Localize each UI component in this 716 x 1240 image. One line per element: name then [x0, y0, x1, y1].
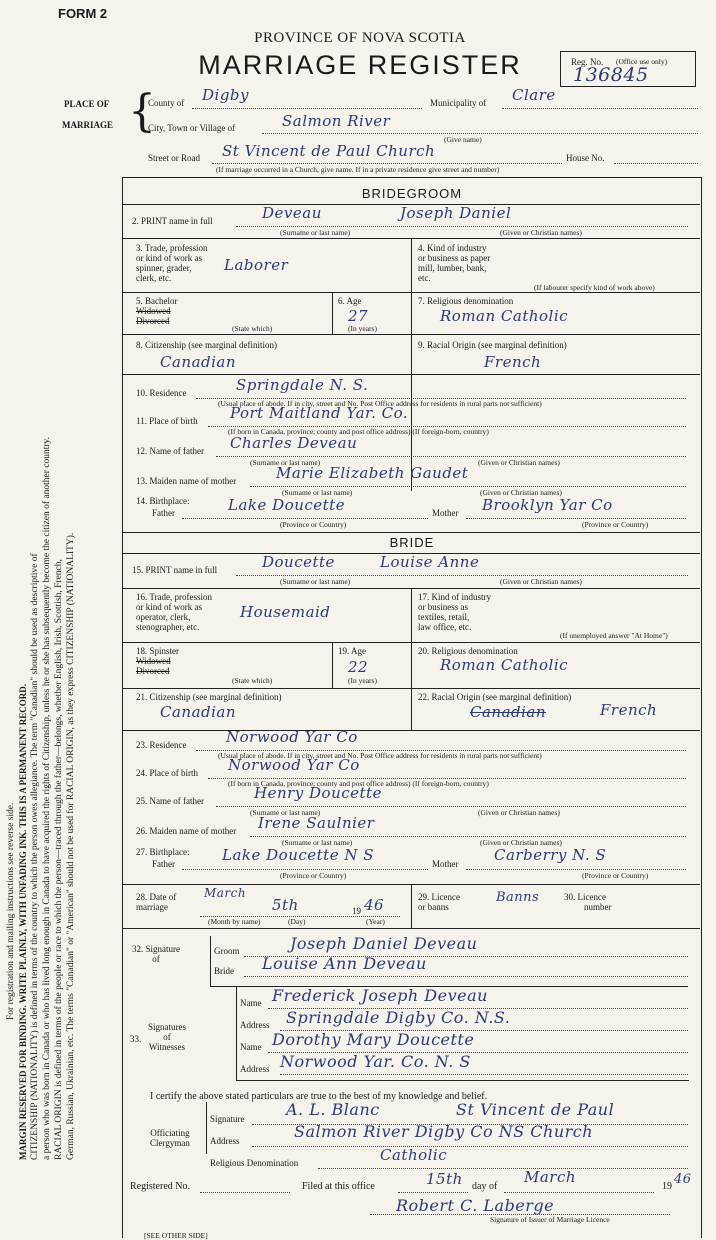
certify-text: I certify the above stated particulars are true to the best of my knowledge and belief.: [150, 1091, 488, 1102]
groom-racial: French: [484, 353, 542, 371]
groom-citizenship: Canadian: [160, 353, 237, 371]
w2-name: Dorothy Mary Doucette: [272, 1030, 475, 1049]
marriage-month: March: [204, 886, 247, 900]
groom-residence-caption: (Usual place of abode. If in city, street and No. Post Office address for residents in rural parts not sufficient): [218, 399, 542, 408]
margin-line-5: RACIAL ORIGIN is defined in terms of the people or race to which the person—traced through the father—belongs, whether English, Irish, Scottish, French,: [54, 559, 64, 1160]
rule: [122, 730, 700, 731]
reg-label: Reg. No.: [571, 57, 604, 67]
city-label: City, Town or Village of: [148, 123, 236, 133]
filed-day: 15th: [426, 1170, 463, 1188]
witness-label: [148, 1022, 186, 1052]
groom-birthplace-label: 14. Birthplace:: [136, 496, 190, 506]
bride-surname: Doucette: [262, 553, 335, 571]
reg-note: (Office use only): [616, 57, 668, 66]
page-title: MARRIAGE REGISTER: [198, 50, 522, 80]
bride-signature: Louise Ann Deveau: [262, 954, 427, 973]
place-brace: {: [128, 86, 156, 137]
w2-address-label: Address: [240, 1064, 270, 1074]
clergy-address: Salmon River Digby Co NS Church: [294, 1122, 594, 1141]
bride-father-label: 25. Name of father: [136, 796, 204, 806]
clergy-church: St Vincent de Paul: [456, 1100, 615, 1119]
filed-month-line: [504, 1192, 654, 1193]
label-line: 3. Trade, profession: [136, 243, 208, 253]
street-note: (If marriage occurred in a Church, give name. If in a private residence give street and number): [216, 165, 500, 174]
clergy-address-line: [252, 1146, 688, 1147]
divider: [411, 884, 412, 928]
rule: [122, 532, 700, 533]
label-line: of: [163, 1032, 171, 1042]
rule: [122, 688, 700, 689]
divider: [332, 292, 333, 334]
filed-year: 46: [674, 1172, 692, 1187]
groom-given: Joseph Daniel: [400, 204, 512, 222]
rule: [122, 642, 700, 643]
bride-citizenship-label: 21. Citizenship (see marginal definition): [136, 692, 282, 702]
city-line: [262, 133, 698, 134]
bride-given: Louise Anne: [380, 553, 480, 571]
groom-father-given-caption: (Given or Christian names): [478, 458, 560, 467]
label-line: or kind of work as: [136, 602, 202, 612]
groom-mother: Marie Elizabeth Gaudet: [276, 464, 469, 482]
bride-mother-birth-line: [466, 869, 686, 870]
marriage-date-label: [136, 892, 176, 912]
label-line: Widowed: [136, 306, 171, 316]
bridegroom-heading: BRIDEGROOM: [361, 186, 463, 201]
margin-line-4: a person who was born in Canada or who has lived long enough in Canada to have acquired the rights of Citizenship, unless he or she has subsequently become the citizen of another country.: [42, 436, 52, 1160]
margin-line-2: MARGIN RESERVED FOR BINDING. WRITE PLAINLY, WITH UNFADING INK. THIS IS A PERMANENT RECORD.: [18, 683, 28, 1160]
groom-birth: Port Maitland Yar. Co.: [230, 404, 409, 422]
licence-label: [418, 892, 460, 912]
divider: [332, 642, 333, 688]
bride-birth: Norwood Yar Co: [228, 756, 360, 774]
label-line: 17. Kind of industry: [418, 592, 491, 602]
bride-industry-note: (If unemployed answer "At Home"): [560, 631, 668, 640]
filed-label: Filed at this office: [302, 1181, 375, 1192]
label-line: or business as paper: [418, 253, 491, 263]
bride-trade: Housemaid: [240, 603, 331, 621]
house-line: [614, 163, 698, 164]
label-line: Officiating: [150, 1128, 190, 1138]
groom-father-birth-line: [182, 518, 428, 519]
groom-mother-label: 13. Maiden name of mother: [136, 476, 237, 486]
label-line: marriage: [136, 902, 168, 912]
w1-name-label: Name: [240, 998, 262, 1008]
label-line: stenographer, etc.: [136, 622, 200, 632]
label-line: Signatures: [148, 1022, 186, 1032]
groom-given-caption: (Given or Christian names): [500, 228, 582, 237]
label-line: Divorced: [136, 666, 170, 676]
bride-father: Henry Doucette: [254, 784, 382, 802]
give-name-caption: (Give name): [444, 135, 482, 144]
clergy-label: [150, 1128, 190, 1148]
label-line: operator, clerk,: [136, 612, 191, 622]
form-label: FORM 2: [58, 6, 108, 21]
bride-trade-label: [136, 592, 212, 632]
day-caption: (Day): [288, 917, 306, 926]
groom-father-surname-caption: (Surname or last name): [250, 458, 321, 467]
municipality-value: Clare: [512, 86, 556, 104]
label-line: spinner, grader,: [136, 263, 192, 273]
bride-name-label: 15. PRINT name in full: [132, 565, 218, 575]
bride-father-birth: Lake Doucette N S: [222, 846, 375, 864]
bride-residence: Norwood Yar Co: [226, 728, 358, 746]
groom-name-label: [132, 216, 213, 226]
bride-father-prov-caption: (Province or Country): [280, 871, 347, 880]
groom-age-caption: (In years): [348, 324, 377, 333]
groom-father-birth: Lake Doucette: [228, 496, 346, 514]
groom-father-word: Father: [152, 508, 175, 518]
bride-mother-prov-caption: (Province or Country): [582, 871, 649, 880]
rule: [122, 374, 700, 375]
groom-industry-note: (If labourer specify kind of work above): [534, 283, 655, 292]
groom-trade: Laborer: [224, 256, 289, 274]
label-line: 16. Trade, profession: [136, 592, 212, 602]
county-label: County of: [148, 98, 185, 108]
divider: [411, 588, 412, 730]
clergy-address-label: Address: [210, 1136, 240, 1146]
label-line: 29. Licence: [418, 892, 460, 902]
groom-residence-label: 10. Residence: [136, 388, 187, 398]
groom-father-prov-caption: (Province or Country): [280, 520, 347, 529]
w2-name-label: Name: [240, 1042, 262, 1052]
label-line: number: [584, 902, 612, 912]
bride-mother-label: 26. Maiden name of mother: [136, 826, 237, 836]
bride-age-caption: (In years): [348, 676, 377, 685]
groom-birth-caption: (If born in Canada, province, county and post office address) (If foreign-born, country): [228, 427, 489, 436]
see-other-side: [SEE OTHER SIDE]: [144, 1231, 208, 1240]
groom-status-label: [136, 296, 177, 326]
groom-mother-line: [250, 486, 686, 487]
label-line: Witnesses: [148, 1042, 186, 1052]
municipality-label: Municipality of: [430, 98, 487, 108]
reg-number: 136845: [573, 64, 649, 86]
bride-father-line: [216, 806, 686, 807]
label-line: Divorced: [136, 316, 170, 326]
province-heading: PROVINCE OF NOVA SCOTIA: [254, 30, 466, 46]
bride-heading: BRIDE: [389, 535, 435, 550]
witness-number: 33.: [130, 1034, 142, 1044]
clergy-signature-label: Signature: [210, 1114, 245, 1124]
city-value: Salmon River: [282, 112, 391, 130]
w1-address: Springdale Digby Co. N.S.: [286, 1008, 511, 1027]
registered-line: [200, 1192, 290, 1193]
marriage-year-prefix: 19: [352, 906, 361, 916]
label-line: 18. Spinster: [136, 646, 180, 656]
bride-residence-label: 23. Residence: [136, 740, 187, 750]
county-value: Digby: [202, 86, 250, 104]
issuer-caption: Signature of Issuer of Marriage Licence: [490, 1215, 610, 1224]
bride-sig-line: [244, 976, 688, 977]
clergy-denomination-label: Religious Denomination: [210, 1158, 299, 1168]
bride-father-word: Father: [152, 859, 175, 869]
groom-surname: Deveau: [262, 204, 322, 222]
bride-racial-struck: Canadian: [470, 703, 547, 721]
month-caption: (Month by name): [208, 917, 261, 926]
filed-day-line: [398, 1192, 468, 1193]
label-line: law office, etc.: [418, 622, 472, 632]
bride-residence-caption: (Usual place of abode. If in city, street and No. Post Office address for residents in rural parts not sufficient): [218, 751, 542, 760]
bride-mother-line: [250, 836, 686, 837]
groom-age-label: 6. Age: [338, 296, 362, 306]
bride-mother: Irene Saulnier: [258, 814, 375, 832]
bride-mother-birth: Carberry N. S: [494, 846, 607, 864]
label-line: of: [152, 954, 160, 964]
bride-mother-surname-caption: (Surname or last name): [282, 838, 353, 847]
label-line: 4. Kind of industry: [418, 243, 487, 253]
place-label-1: PLACE OF: [64, 99, 110, 109]
house-label: House No.: [566, 153, 605, 163]
groom-status-caption: (State which): [232, 324, 273, 333]
bride-father-birth-line: [182, 869, 428, 870]
street-line: [212, 163, 562, 164]
margin-line-6: German, Russian, Ukrainian, etc. The terms "Canadian" or "American" should not be used for RACIAL ORIGIN, as they express CITIZENSHIP (NATIONALITY).: [66, 532, 76, 1160]
label-line: 5. Bachelor: [136, 296, 178, 306]
groom-racial-label: 9. Racial Origin (see marginal definition): [418, 340, 567, 350]
margin-line-1: For registration and mailing instructions see reverse side.: [6, 802, 16, 1020]
groom-father-line: [216, 456, 686, 457]
w2-address-line: [280, 1074, 688, 1075]
divider: [411, 238, 412, 491]
label-line: or banns: [418, 902, 449, 912]
bride-religion: Roman Catholic: [440, 656, 569, 674]
filed-month: March: [524, 1168, 577, 1186]
filed-year-prefix: 19: [662, 1181, 672, 1192]
groom-mother-birth-line: [466, 518, 686, 519]
groom-name-label-text: 2. PRINT name in full: [132, 216, 213, 226]
groom-sig-label: Groom: [214, 946, 240, 956]
year-caption: (Year): [366, 917, 385, 926]
bride-mother-given-caption: (Given or Christian names): [480, 838, 562, 847]
label-line: 30. Licence: [564, 892, 606, 902]
licence-value: Banns: [496, 890, 540, 905]
groom-father: Charles Deveau: [230, 434, 358, 452]
street-label: Street or Road: [148, 153, 200, 163]
w1-name: Frederick Joseph Deveau: [272, 986, 488, 1005]
marriage-day: 5th: [272, 896, 299, 914]
groom-religion: Roman Catholic: [440, 307, 569, 325]
rule: [122, 928, 700, 929]
bride-age: 22: [348, 658, 369, 676]
marriage-year: 46: [364, 896, 385, 914]
bride-age-label: 19. Age: [338, 646, 366, 656]
label-line: 28. Date of: [136, 892, 177, 902]
label-line: clerk, etc.: [136, 273, 172, 283]
groom-citizenship-label: 8. Citizenship (see marginal definition): [136, 340, 278, 350]
clergy-signature: A. L. Blanc: [286, 1100, 380, 1119]
groom-trade-label: [136, 243, 208, 283]
bride-father-surname-caption: (Surname or last name): [250, 808, 321, 817]
bride-birthplace-label: 27. Birthplace:: [136, 847, 190, 857]
bride-racial-label: 22. Racial Origin (see marginal definition): [418, 692, 572, 702]
label-line: or business as: [418, 602, 468, 612]
municipality-line: [502, 108, 698, 109]
registered-label: Registered No.: [130, 1181, 190, 1192]
label-line: textiles, retail,: [418, 612, 470, 622]
rule: [122, 292, 700, 293]
groom-surname-caption: (Surname or last name): [280, 228, 351, 237]
place-label-2: MARRIAGE: [62, 120, 113, 130]
groom-mother-birth: Brooklyn Yar Co: [482, 496, 613, 514]
groom-birth-label: 11. Place of birth: [136, 416, 198, 426]
label-line: or kind of work as: [136, 253, 202, 263]
bride-father-given-caption: (Given or Christian names): [478, 808, 560, 817]
groom-age: 27: [348, 307, 369, 325]
clergy-denomination-line: [318, 1168, 688, 1169]
groom-signature: Joseph Daniel Deveau: [290, 934, 478, 953]
bride-religion-label: 20. Religious denomination: [418, 646, 518, 656]
bride-citizenship: Canadian: [160, 703, 237, 721]
reg-box: [560, 51, 696, 87]
bride-racial: French: [600, 701, 658, 719]
bride-status-label: [136, 646, 179, 676]
bride-mother-word: Mother: [432, 859, 459, 869]
groom-religion-label: 7. Religious denomination: [418, 296, 514, 306]
bride-birth-caption: (If born in Canada, province, county and post office address) (If foreign-born, country): [228, 779, 489, 788]
label-line: etc.: [418, 273, 431, 283]
day-of-label: day of: [472, 1181, 498, 1192]
groom-residence: Springdale N. S.: [236, 376, 369, 394]
groom-name-line: [236, 226, 688, 227]
groom-mother-prov-caption: (Province or Country): [582, 520, 649, 529]
rule: [122, 334, 700, 335]
county-line: [192, 108, 422, 109]
w2-address: Norwood Yar. Co. N. S: [280, 1052, 471, 1071]
margin-line-3: CITIZENSHIP (NATIONALITY) is defined in terms of the country to which the person owes allegiance. The term "Canadian" should be used as descriptive of: [30, 553, 40, 1160]
street-value: St Vincent de Paul Church: [222, 142, 436, 160]
bride-surname-caption: (Surname or last name): [280, 577, 351, 586]
groom-mother-surname-caption: (Surname or last name): [282, 488, 353, 497]
bride-industry-label: [418, 592, 491, 632]
bride-status-caption: (State which): [232, 676, 273, 685]
groom-industry-label: [418, 243, 490, 283]
bride-given-caption: (Given or Christian names): [500, 577, 582, 586]
signature-label: [132, 944, 180, 964]
bride-birth-label: 24. Place of birth: [136, 768, 198, 778]
licence-number-label: [564, 892, 612, 912]
label-line: 32. Signature: [132, 944, 180, 954]
bride-name-line: [236, 575, 688, 576]
bride-sig-label: Bride: [214, 966, 234, 976]
groom-father-label: 12. Name of father: [136, 446, 204, 456]
clergy-denomination: Catholic: [380, 1146, 448, 1164]
label-line: Clergyman: [150, 1138, 190, 1148]
groom-mother-given-caption: (Given or Christian names): [480, 488, 562, 497]
groom-mother-word: Mother: [432, 508, 459, 518]
label-line: Widowed: [136, 656, 171, 666]
label-line: mill, lumber, bank,: [418, 263, 487, 273]
issuer-signature: Robert C. Laberge: [396, 1196, 555, 1215]
w1-address-label: Address: [240, 1020, 270, 1030]
